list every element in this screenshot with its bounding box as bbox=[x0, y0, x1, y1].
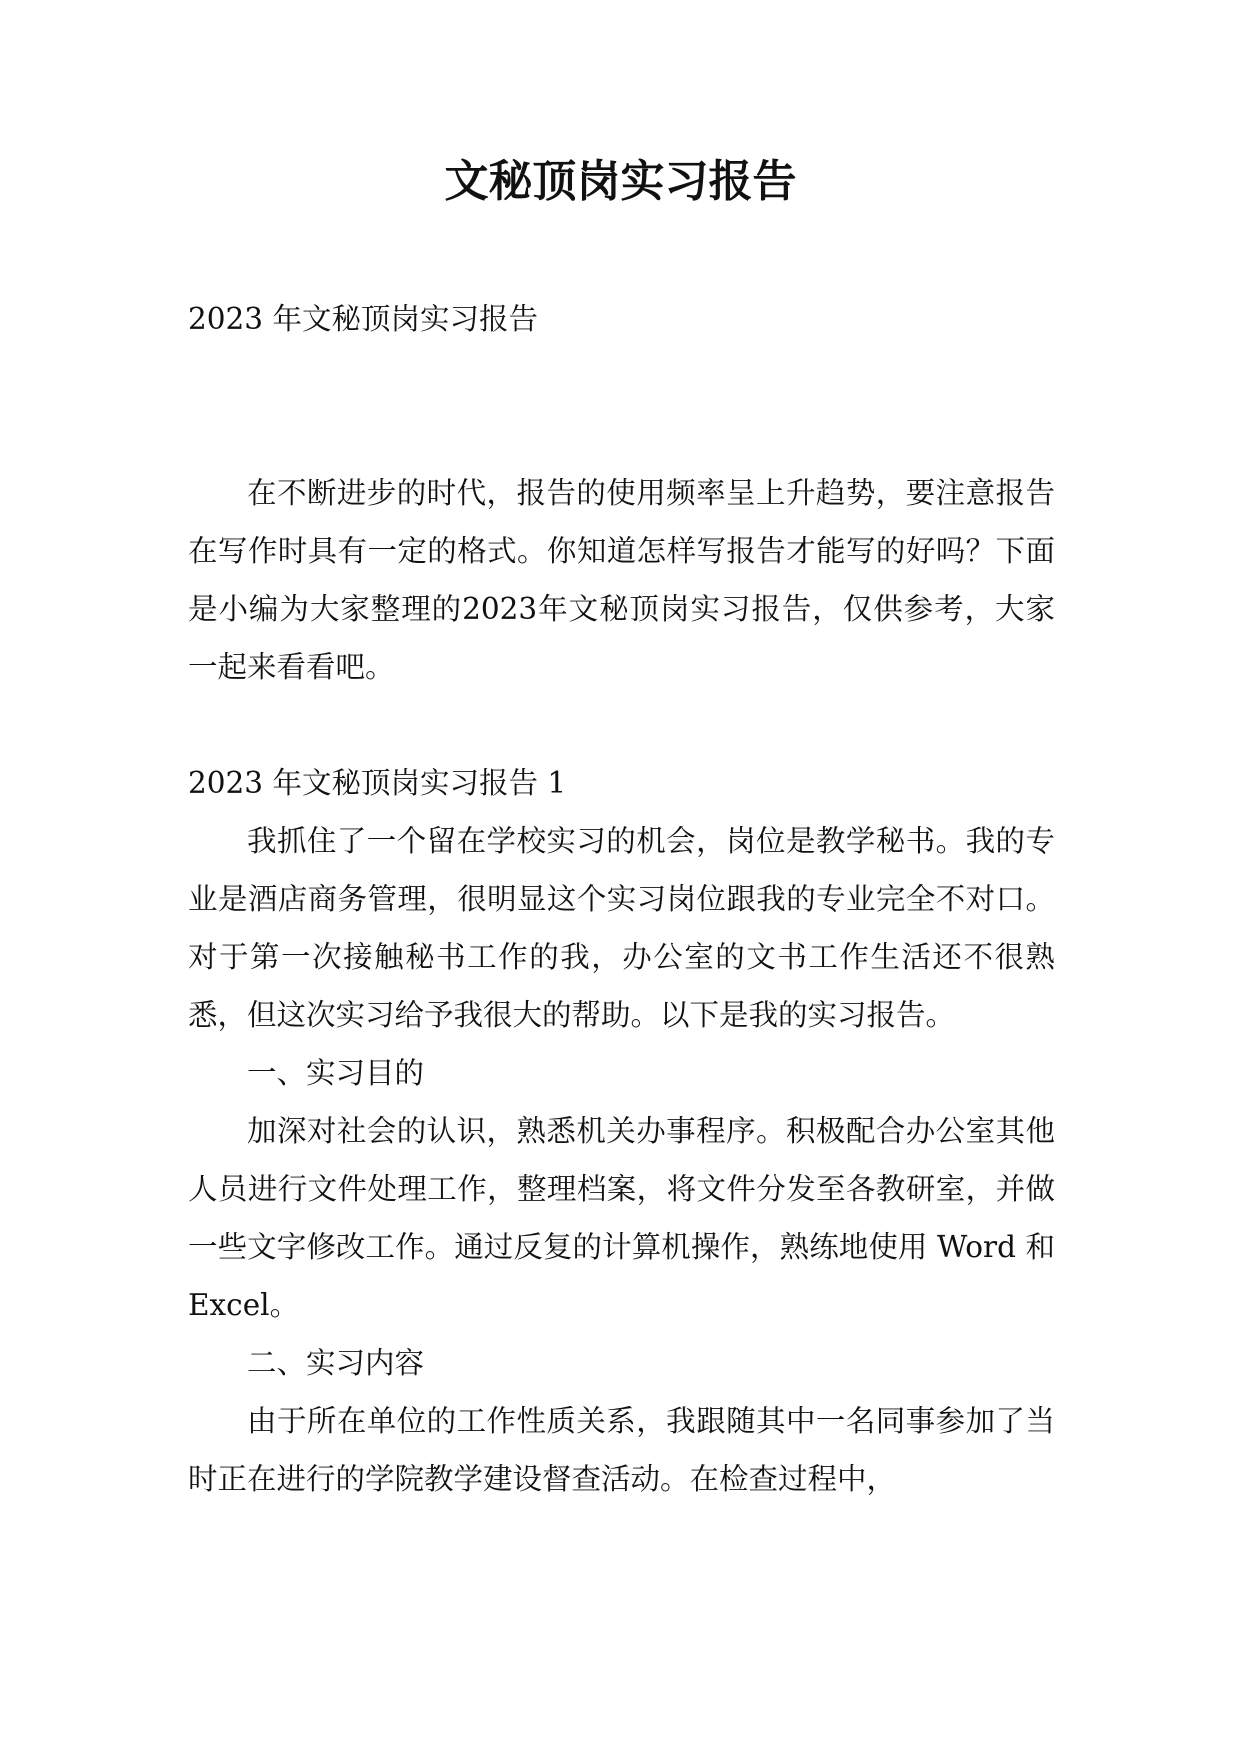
paragraph-3: 由于所在单位的工作性质关系，我跟随其中一名同事参加了当时正在进行的学院教学建设督查活动。在检查过程中， bbox=[188, 1404, 1055, 1496]
document-subtitle: 2023 年文秘顶岗实习报告 bbox=[188, 302, 538, 336]
paragraph-2: 加深对社会的认识，熟悉机关办事程序。积极配合办公室其他人员进行文件处理工作，整理档案，将文件分发至各教研室，并做一些文字修改工作。通过反复的计算机操作，熟练地使用 Word 和 Excel。 bbox=[188, 1114, 1055, 1322]
document-title: 文秘顶岗实习报告 bbox=[444, 156, 797, 207]
intro-paragraph: 在不断进步的时代，报告的使用频率呈上升趋势，要注意报告在写作时具有一定的格式。你知道怎样写报告才能写的好吗？下面是小编为大家整理的2023年文秘顶岗实习报告，仅供参考，大家一起来看看吧。 bbox=[188, 476, 1055, 684]
heading-content: 二、实习内容 bbox=[247, 1346, 425, 1380]
document-body bbox=[188, 290, 1055, 1508]
section-title: 2023 年文秘顶岗实习报告 1 bbox=[188, 766, 567, 800]
heading-purpose: 一、实习目的 bbox=[247, 1056, 425, 1090]
paragraph-1: 我抓住了一个留在学校实习的机会，岗位是教学秘书。我的专业是酒店商务管理，很明显这个实习岗位跟我的专业完全不对口。对于第一次接触秘书工作的我，办公室的文书工作生活还不很熟悉，但这次实习给予我很大的帮助。以下是我的实习报告。 bbox=[188, 824, 1055, 1032]
